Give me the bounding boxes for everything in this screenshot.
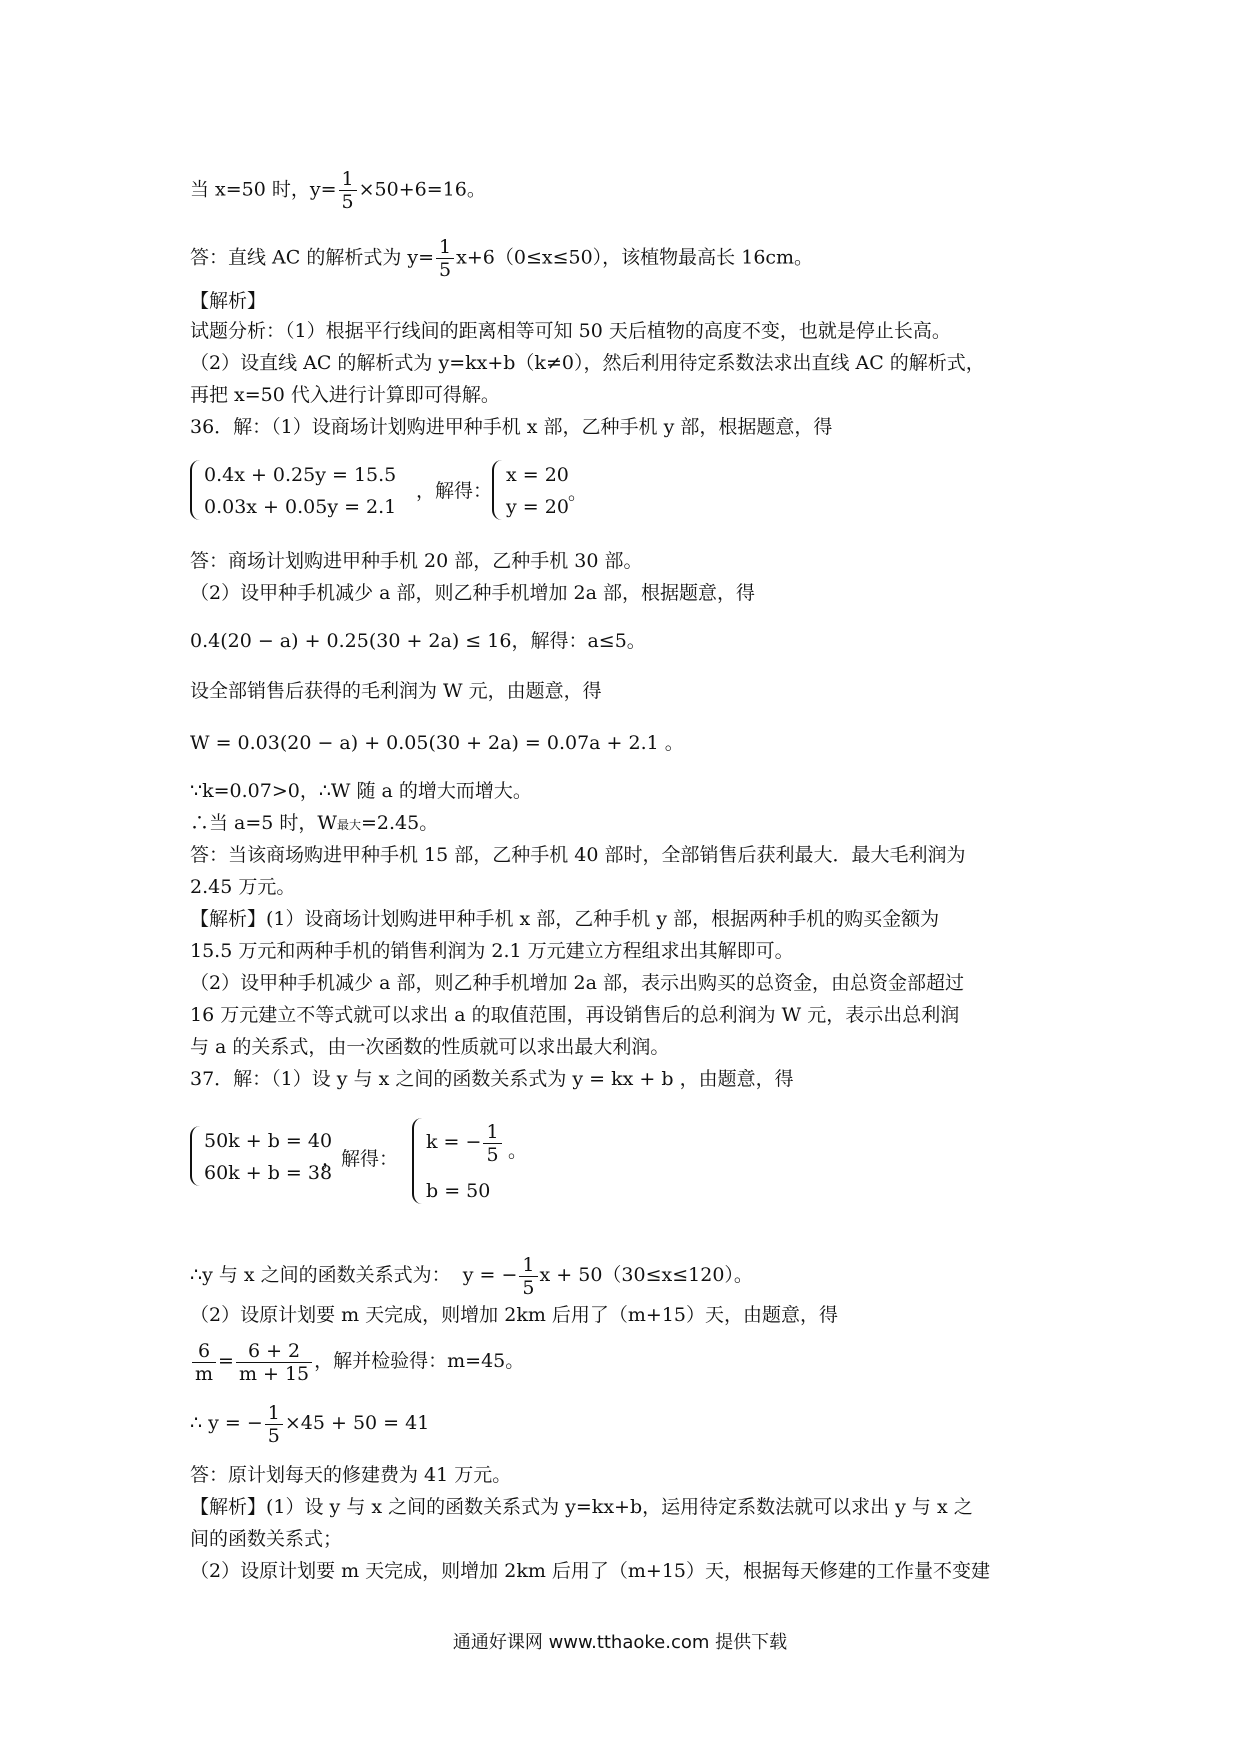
fraction (265, 1402, 283, 1447)
line-21: 与 a 的关系式，由一次函数的性质就可以求出最大利润。 (190, 1036, 670, 1058)
fraction-denominator: 5 (339, 190, 357, 213)
text: ∴当 a=5 时，W (190, 812, 337, 834)
text: ×45 + 50 = 41 (284, 1412, 430, 1434)
fraction (192, 1340, 216, 1385)
subscript: 最大 (336, 818, 361, 832)
text: 当 x=50 时，y= (190, 178, 337, 201)
fraction-numerator: 1 (522, 1253, 535, 1276)
line-11: 设全部销售后获得的毛利润为 W 元，由题意，得 (190, 680, 602, 702)
fraction-numerator: 1 (486, 1120, 499, 1143)
line-5: （2）设直线 AC 的解析式为 y=kx+b（k≠0），然后利用待定系数法求出直线 AC 的解析式， (190, 352, 985, 374)
text: ，解得：a≤5。 (511, 630, 646, 652)
line-12: W = 0.03(20 − a) + 0.05(30 + 2a) = 0.07a + 2.1 。 (190, 732, 684, 754)
fraction-numerator: 6 + 2 (247, 1339, 301, 1362)
text: ∴y 与 x 之间的函数关系式为： (190, 1264, 451, 1286)
line-23 (190, 1250, 753, 1300)
line-24: （2）设原计划要 m 天完成，则增加 2km 后用了（m+15）天，由题意，得 (190, 1304, 838, 1326)
line-25 (190, 1336, 524, 1386)
fraction-denominator: 5 (519, 1276, 537, 1299)
line-22: 37．解：（1）设 y 与 x 之间的函数关系式为 y = kx + b ，由题意，得 (190, 1068, 794, 1090)
fraction (519, 1254, 537, 1299)
fraction-numerator: 1 (439, 236, 452, 258)
line-8: 答：商场计划购进甲种手机 20 部，乙种手机 30 部。 (190, 550, 643, 572)
line-14 (190, 810, 438, 836)
line-15: 答：当该商场购进甲种手机 15 部，乙种手机 40 部时，全部销售后获利最大．最大毛利润为 (190, 844, 966, 866)
fraction-numerator: 6 (197, 1339, 211, 1362)
line-7: 36．解：（1）设商场计划购进甲种手机 x 部，乙种手机 y 部，根据题意，得 (190, 416, 833, 438)
line-10 (190, 628, 646, 654)
fraction (339, 168, 357, 213)
line-17: 【解析】(1）设商场计划购进甲种手机 x 部，乙种手机 y 部，根据两种手机的购买金额为 (190, 908, 940, 930)
text: x + 50（30≤x≤120）。 (539, 1264, 753, 1286)
inequality: 0.4(20 − a) + 0.25(30 + 2a) ≤ 16 (190, 630, 512, 652)
text: = (218, 1350, 234, 1372)
line-26 (190, 1398, 429, 1448)
line-1 (190, 168, 486, 213)
line-30: （2）设原计划要 m 天完成，则增加 2km 后用了（m+15）天，根据每天修建的工作量不变建 (190, 1560, 990, 1582)
equation: 0.4x + 0.25y = 15.5 (204, 464, 397, 486)
text: y = − (462, 1264, 518, 1286)
brace (412, 1118, 426, 1204)
fraction-denominator: 5 (265, 1424, 283, 1447)
line-29: 间的函数关系式； (190, 1528, 343, 1550)
line-19: （2）设甲种手机减少 a 部，则乙种手机增加 2a 部，表示出购买的总资金，由总资金部超过 (190, 972, 964, 994)
line-18: 15.5 万元和两种手机的销售利润为 2.1 万元建立方程组求出其解即可。 (190, 940, 794, 962)
text: ∴ y = − (190, 1412, 263, 1434)
text: ×50+6=16。 (358, 178, 486, 201)
line-16: 2.45 万元。 (190, 876, 296, 898)
fraction-denominator: m + 15 (236, 1362, 312, 1385)
fraction (236, 1340, 312, 1385)
equation: 60k + b = 38 (204, 1162, 333, 1184)
line-28: 【解析】(1）设 y 与 x 之间的函数关系式为 y=kx+b，运用待定系数法就可以求出 y 与 x 之 (190, 1496, 973, 1518)
text: =2.45。 (360, 812, 439, 834)
line-4: 试题分析：（1）根据平行线间的距离相等可知 50 天后植物的高度不变，也就是停止长高。 (190, 320, 951, 342)
text: 。 (508, 1140, 528, 1162)
line-27: 答：原计划每天的修建费为 41 万元。 (190, 1464, 512, 1486)
brace (492, 460, 506, 520)
fraction-denominator: 5 (436, 258, 454, 281)
line-9: （2）设甲种手机减少 a 部，则乙种手机增加 2a 部，根据题意，得 (190, 582, 755, 604)
brace (190, 460, 204, 520)
equation-system-2 (190, 1118, 890, 1208)
solution (426, 1118, 504, 1166)
equation-system-1 (190, 460, 890, 522)
fraction-numerator: 1 (267, 1401, 280, 1424)
line-6: 再把 x=50 代入进行计算即可得解。 (190, 384, 500, 406)
line-13: ∵k=0.07>0，∴W 随 a 的增大而增大。 (190, 780, 532, 802)
fraction (483, 1121, 501, 1166)
text: ，解得： (322, 1148, 399, 1170)
text: 。 (568, 482, 588, 504)
page-footer: 通通好课网 www.tthaoke.com 提供下载 (452, 1632, 788, 1653)
brace (190, 1126, 204, 1186)
equation: 0.03x + 0.05y = 2.1 (204, 496, 397, 518)
text: ，解得： (416, 480, 493, 502)
text: x+6（0≤x≤50），该植物最高长 16cm。 (456, 246, 814, 269)
text: 答：直线 AC 的解析式为 y= (190, 246, 435, 269)
fraction (436, 236, 454, 281)
fraction-denominator: m (192, 1362, 216, 1385)
fraction-numerator: 1 (341, 168, 354, 190)
solution: x = 20 (506, 464, 569, 486)
text: k = − (426, 1131, 482, 1153)
solution: b = 50 (426, 1180, 491, 1202)
equation: 50k + b = 40 (204, 1130, 333, 1152)
fraction-denominator: 5 (483, 1143, 501, 1166)
line-20: 16 万元建立不等式就可以求出 a 的取值范围，再设销售后的总利润为 W 元，表示出总利润 (190, 1004, 960, 1026)
solution: y = 20 (506, 496, 569, 518)
text: ，解并检验得：m=45。 (314, 1350, 525, 1372)
line-3: 【解析】 (190, 290, 267, 312)
line-2 (190, 236, 814, 281)
